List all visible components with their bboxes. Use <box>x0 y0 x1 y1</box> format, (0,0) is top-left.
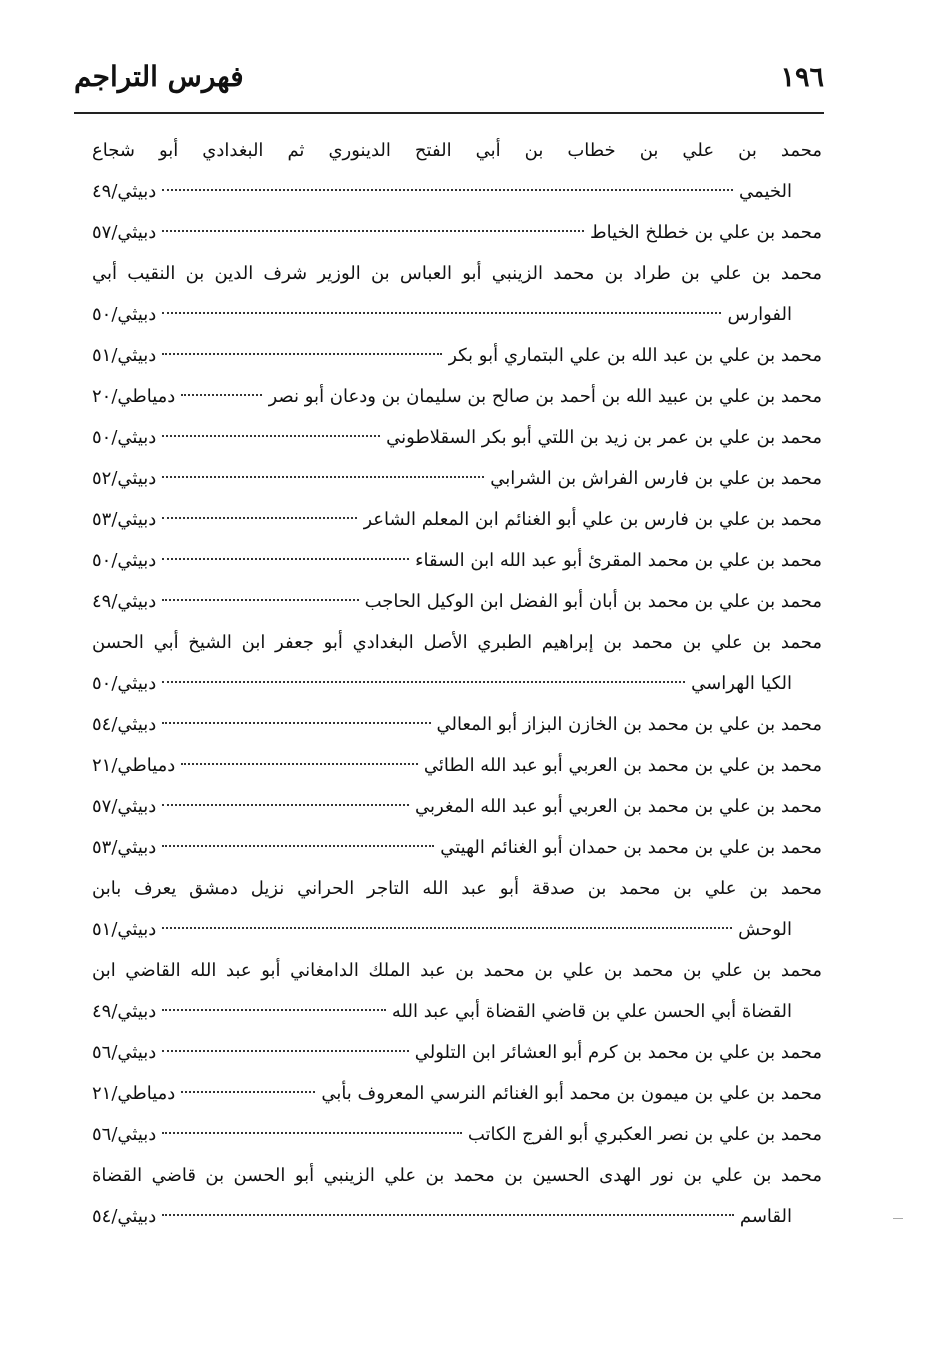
dot-leader <box>162 302 721 314</box>
entry-name-continuation: الوحش <box>738 919 792 940</box>
dot-leader <box>162 220 584 232</box>
dot-leader <box>162 999 386 1011</box>
entry-name: محمد بن علي بن محمد بن كرم أبو العشائر ابن التلولي <box>414 1042 822 1063</box>
entry-name: محمد بن علي بن نور الهدى الحسين بن محمد بن علي الزينبي أبو الحسن بن قاضي القضاة <box>92 1165 822 1186</box>
entry-reference: دبيثي/٥٠ <box>92 304 157 325</box>
entry-name-continuation: الفوارس <box>727 304 792 325</box>
index-entry <box>92 1155 822 1237</box>
dot-leader <box>181 753 418 765</box>
entry-reference: دمياطي/٢١ <box>92 1083 176 1104</box>
entry-name: محمد بن علي بن طراد بن محمد الزينبي أبو العباس بن الوزير شرف الدين بن النقيب أبي <box>92 263 822 284</box>
entry-reference: دبيثي/٤٩ <box>92 591 157 612</box>
dot-leader <box>162 1122 462 1134</box>
entry-reference: دمياطي/٢٠ <box>92 386 176 407</box>
entry-reference: دبيثي/٥٠ <box>92 550 157 571</box>
dot-leader <box>162 507 357 519</box>
entry-continuation-line <box>92 171 822 212</box>
entry-line <box>92 786 822 827</box>
index-entry <box>92 540 822 581</box>
entry-name: محمد بن علي بن نصر العكبري أبو الفرج الكاتب <box>467 1124 822 1145</box>
dot-leader <box>162 1204 734 1216</box>
entry-name: محمد بن علي بن عبد الله بن علي البتماري أبو بكر <box>448 345 822 366</box>
entry-continuation-line <box>92 909 822 950</box>
entry-name: محمد بن علي بن محمد بن حمدان أبو الغنائم الهيتي <box>440 837 822 858</box>
dot-leader <box>162 794 409 806</box>
entry-line <box>92 704 822 745</box>
entry-line <box>92 212 822 253</box>
entry-name-continuation: الكيا الهراسي <box>691 673 792 694</box>
entry-name: محمد بن علي بن فارس بن علي أبو الغنائم ابن المعلم الشاعر <box>363 509 822 530</box>
dot-leader <box>162 712 430 724</box>
entry-reference: دمياطي/٢١ <box>92 755 176 776</box>
entry-reference: دبيثي/٥١ <box>92 919 157 940</box>
entry-name: محمد بن علي بن محمد بن الخازن البزاز أبو المعالي <box>436 714 822 735</box>
index-entry <box>92 417 822 458</box>
entry-line <box>92 499 822 540</box>
index-entry <box>92 212 822 253</box>
entry-line <box>92 540 822 581</box>
dot-leader <box>162 917 732 929</box>
entry-name: محمد بن علي بن محمد بن صدقة أبو عبد الله التاجر الحراني نزيل دمشق يعرف بابن <box>92 878 822 899</box>
index-entry <box>92 622 822 704</box>
entry-continuation-line <box>92 1196 822 1237</box>
index-entry <box>92 335 822 376</box>
entry-name: محمد بن علي بن محمد بن علي بن محمد بن عبد الملك الدامغاني أبو عبد الله القاضي ابن <box>92 960 822 981</box>
page-header <box>74 58 824 102</box>
index-entry <box>92 950 822 1032</box>
entry-name-continuation: القاسم <box>739 1206 792 1227</box>
entry-line <box>92 950 822 991</box>
entry-line <box>92 335 822 376</box>
entry-reference: دبيثي/٥٠ <box>92 427 157 448</box>
entry-reference: دبيثي/٥١ <box>92 345 157 366</box>
entry-reference: دبيثي/٥٧ <box>92 796 157 817</box>
scan-mark <box>893 1218 903 1219</box>
entry-line <box>92 417 822 458</box>
entry-name: محمد بن علي بن محمد المقرئ أبو عبد الله ابن السقاء <box>415 550 822 571</box>
entry-name: محمد بن علي بن خطلخ الخياط <box>590 222 822 243</box>
entry-name: محمد بن علي بن خطاب بن أبي الفتح الدينوري ثم البغدادي أبو شجاع <box>92 140 822 161</box>
index-entry <box>92 1073 822 1114</box>
index-entry <box>92 827 822 868</box>
index-entry <box>92 786 822 827</box>
dot-leader <box>162 548 409 560</box>
entry-line <box>92 581 822 622</box>
index-entry <box>92 458 822 499</box>
entry-line <box>92 1114 822 1155</box>
entry-reference: دبيثي/٥٤ <box>92 1206 157 1227</box>
entry-reference: دبيثي/٥٦ <box>92 1124 157 1145</box>
dot-leader <box>181 384 262 396</box>
entry-name: محمد بن علي بن عبيد الله بن أحمد بن صالح بن سليمان بن ودعان أبو نصر <box>268 386 822 407</box>
entry-reference: دبيثي/٥٤ <box>92 714 157 735</box>
entry-name: محمد بن علي بن ميمون بن محمد أبو الغنائم النرسي المعروف بأبي <box>321 1083 822 1104</box>
entry-line <box>92 745 822 786</box>
index-entry <box>92 745 822 786</box>
dot-leader <box>162 671 685 683</box>
entry-line <box>92 130 822 171</box>
index-entry <box>92 376 822 417</box>
running-title: فهرس التراجم <box>74 60 244 93</box>
dot-leader <box>162 179 733 191</box>
index-entry <box>92 704 822 745</box>
entry-name: محمد بن علي بن فارس الفراش بن الشرابي <box>490 468 822 489</box>
entry-line <box>92 1073 822 1114</box>
entry-line <box>92 1032 822 1073</box>
entry-line <box>92 1155 822 1196</box>
dot-leader <box>162 589 358 601</box>
entry-continuation-line <box>92 294 822 335</box>
index-entry <box>92 253 822 335</box>
entry-line <box>92 827 822 868</box>
entry-line <box>92 622 822 663</box>
entries-list <box>92 130 822 1237</box>
entry-line <box>92 868 822 909</box>
index-entry <box>92 499 822 540</box>
entry-name: محمد بن علي بن محمد بن العربي أبو عبد الله الطائي <box>423 755 822 776</box>
entry-line <box>92 253 822 294</box>
entry-line <box>92 376 822 417</box>
index-entry <box>92 130 822 212</box>
dot-leader <box>162 835 434 847</box>
dot-leader <box>181 1081 315 1093</box>
entry-reference: دبيثي/٤٩ <box>92 181 157 202</box>
index-entry <box>92 868 822 950</box>
entry-continuation-line <box>92 663 822 704</box>
entry-name: محمد بن علي بن محمد بن أبان أبو الفضل ابن الوكيل الحاجب <box>364 591 822 612</box>
entry-reference: دبيثي/٥٢ <box>92 468 157 489</box>
entry-reference: دبيثي/٥٠ <box>92 673 157 694</box>
entry-name-continuation: الخيمي <box>739 181 792 202</box>
entry-reference: دبيثي/٥٧ <box>92 222 157 243</box>
header-rule <box>74 112 824 114</box>
page-number: ١٩٦ <box>780 62 824 93</box>
entry-reference: دبيثي/٥٣ <box>92 509 157 530</box>
entry-reference: دبيثي/٥٦ <box>92 1042 157 1063</box>
entry-continuation-line <box>92 991 822 1032</box>
entry-name: محمد بن علي بن محمد بن إبراهيم الطبري الأصل البغدادي أبو جعفر ابن الشيخ أبي الحسن <box>92 632 822 653</box>
dot-leader <box>162 1040 408 1052</box>
entry-reference: دبيثي/٤٩ <box>92 1001 157 1022</box>
dot-leader <box>162 343 442 355</box>
entry-name: محمد بن علي بن عمر بن زيد بن اللتي أبو بكر السقلاطوني <box>386 427 822 448</box>
entry-name-continuation: القضاة أبي الحسن علي بن قاضي القضاة أبي عبد الله <box>391 1001 792 1022</box>
dot-leader <box>162 466 484 478</box>
entry-reference: دبيثي/٥٣ <box>92 837 157 858</box>
entry-name: محمد بن علي بن محمد بن العربي أبو عبد الله المغربي <box>415 796 822 817</box>
entry-line <box>92 458 822 499</box>
index-entry <box>92 1032 822 1073</box>
index-entry <box>92 1114 822 1155</box>
index-entry <box>92 581 822 622</box>
dot-leader <box>162 425 380 437</box>
